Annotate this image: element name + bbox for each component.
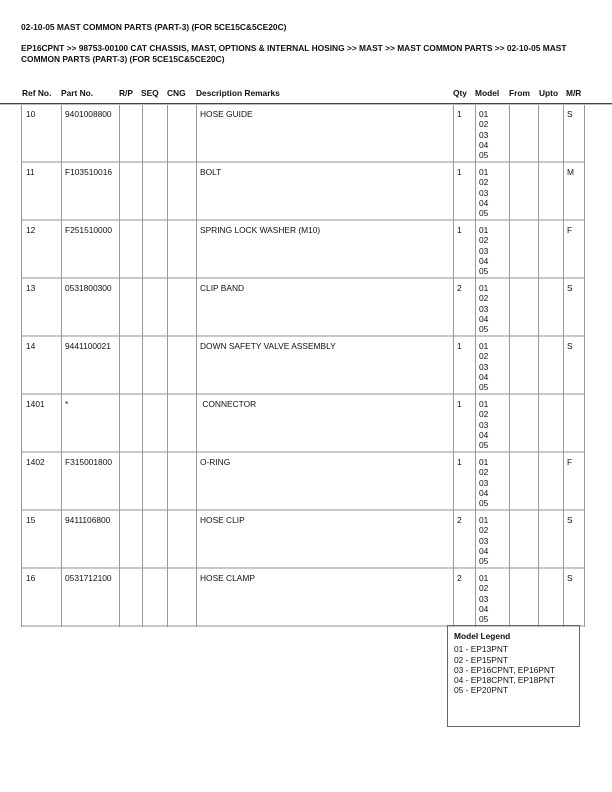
model-code: 01 bbox=[479, 341, 489, 351]
cell-model bbox=[475, 511, 488, 567]
cell-part-no: 9441100021 bbox=[65, 341, 111, 351]
cell-qty: 1 bbox=[457, 457, 462, 467]
table-row bbox=[22, 395, 584, 453]
cell-cng bbox=[167, 511, 171, 567]
model-code: 01 bbox=[479, 109, 489, 119]
model-code: 02 bbox=[479, 119, 489, 130]
header-qty: Qty bbox=[453, 88, 467, 98]
model-code: 02 bbox=[479, 177, 489, 188]
cell-upto bbox=[538, 279, 542, 335]
table-row bbox=[22, 453, 584, 511]
table-row bbox=[22, 221, 584, 279]
header-rp: R/P bbox=[119, 88, 133, 98]
header-description: Description Remarks bbox=[196, 88, 280, 98]
header-from: From bbox=[509, 88, 530, 98]
header-seq: SEQ bbox=[141, 88, 159, 98]
cell-part-no: 0531800300 bbox=[65, 283, 112, 293]
cell-rp bbox=[119, 569, 123, 625]
legend-item: 04 - EP18CPNT, EP18PNT bbox=[454, 675, 556, 686]
cell-from bbox=[509, 163, 513, 219]
cell-description: HOSE CLIP bbox=[200, 515, 245, 525]
cell-qty: 1 bbox=[457, 225, 462, 235]
legend-item: 03 - EP16CPNT, EP16PNT bbox=[454, 664, 556, 675]
model-code: 03 bbox=[479, 187, 489, 198]
cell-from bbox=[509, 511, 513, 567]
model-code: 01 bbox=[479, 167, 489, 177]
cell-model bbox=[475, 163, 488, 219]
cell-seq bbox=[142, 511, 146, 567]
cell-rp bbox=[119, 163, 123, 219]
cell-qty: 2 bbox=[457, 283, 462, 293]
cell-rp bbox=[119, 453, 123, 509]
model-code: 04 bbox=[479, 197, 489, 208]
cell-description: O-RING bbox=[200, 457, 231, 467]
model-code: 01 bbox=[479, 457, 489, 467]
model-code: 04 bbox=[479, 603, 489, 614]
cell-part-no: 0531712100 bbox=[65, 573, 112, 583]
cell-part-no: 9401008800 bbox=[65, 109, 112, 119]
model-code: 03 bbox=[479, 535, 489, 546]
model-code: 03 bbox=[479, 477, 489, 488]
model-code: 05 bbox=[479, 150, 489, 161]
cell-ref-no: 1401 bbox=[26, 399, 45, 409]
cell-mr bbox=[563, 395, 567, 451]
cell-mr: S bbox=[567, 283, 573, 293]
model-code: 05 bbox=[479, 208, 489, 219]
model-code: 02 bbox=[479, 235, 489, 246]
cell-from bbox=[509, 279, 513, 335]
header-part-no: Part No. bbox=[61, 88, 94, 98]
cell-mr: S bbox=[567, 515, 573, 525]
table-row bbox=[22, 105, 584, 163]
cell-from bbox=[509, 337, 513, 393]
breadcrumb: EP16CPNT >> 98753-00100 CAT CHASSIS, MAST, OPTIONS & INTERNAL HOSING >> MAST >> MAST COMMON PARTS >> 02-10-05 MAST COMMON PARTS (PART-3) (FOR 5CE15C&5CE20C) bbox=[21, 43, 567, 64]
cell-ref-no: 10 bbox=[26, 109, 36, 119]
model-code: 05 bbox=[479, 440, 489, 451]
page-title: 02-10-05 MAST COMMON PARTS (PART-3) (FOR 5CE15C&5CE20C) bbox=[21, 22, 287, 32]
cell-seq bbox=[142, 337, 146, 393]
cell-model bbox=[475, 105, 488, 161]
model-code: 03 bbox=[479, 245, 489, 256]
model-code: 02 bbox=[479, 583, 489, 594]
cell-rp bbox=[119, 221, 123, 277]
cell-cng bbox=[167, 569, 171, 625]
cell-cng bbox=[167, 395, 171, 451]
cell-part-no: F103510016 bbox=[65, 167, 113, 177]
model-code: 05 bbox=[479, 324, 489, 335]
cell-rp bbox=[119, 105, 123, 161]
cell-mr: S bbox=[567, 109, 573, 119]
cell-rp bbox=[119, 511, 123, 567]
model-code: 02 bbox=[479, 293, 489, 304]
model-code: 04 bbox=[479, 371, 489, 382]
cell-seq bbox=[142, 453, 146, 509]
cell-model bbox=[475, 221, 488, 277]
cell-mr: S bbox=[567, 341, 573, 351]
legend-item: 05 - EP20PNT bbox=[454, 685, 508, 696]
cell-description: BOLT bbox=[200, 167, 222, 177]
cell-ref-no: 14 bbox=[26, 341, 36, 351]
cell-model bbox=[475, 395, 488, 451]
cell-mr: S bbox=[567, 573, 573, 583]
cell-from bbox=[509, 569, 513, 625]
cell-seq bbox=[142, 279, 146, 335]
cell-mr: F bbox=[567, 457, 573, 467]
header-mr: M/R bbox=[566, 88, 582, 98]
cell-from bbox=[509, 105, 513, 161]
model-code: 02 bbox=[479, 467, 489, 478]
model-code: 03 bbox=[479, 129, 489, 140]
model-legend bbox=[447, 625, 580, 727]
cell-model bbox=[475, 279, 488, 335]
cell-upto bbox=[538, 105, 542, 161]
cell-part-no: F315001800 bbox=[65, 457, 113, 467]
model-code: 04 bbox=[479, 313, 489, 324]
cell-upto bbox=[538, 221, 542, 277]
header-model: Model bbox=[475, 88, 500, 98]
table-row bbox=[22, 163, 584, 221]
model-code: 02 bbox=[479, 525, 489, 536]
cell-description: CONNECTOR bbox=[200, 399, 257, 409]
cell-cng bbox=[167, 163, 171, 219]
cell-upto bbox=[538, 511, 542, 567]
cell-seq bbox=[142, 395, 146, 451]
cell-mr: F bbox=[567, 225, 573, 235]
cell-from bbox=[509, 453, 513, 509]
cell-qty: 2 bbox=[457, 573, 462, 583]
cell-description: HOSE CLAMP bbox=[200, 573, 255, 583]
cell-model bbox=[475, 453, 488, 509]
model-code: 05 bbox=[479, 382, 489, 393]
cell-cng bbox=[167, 453, 171, 509]
cell-rp bbox=[119, 279, 123, 335]
cell-part-no: * bbox=[65, 399, 69, 409]
model-code: 03 bbox=[479, 361, 489, 372]
cell-qty: 2 bbox=[457, 515, 462, 525]
cell-seq bbox=[142, 569, 146, 625]
cell-seq bbox=[142, 221, 146, 277]
model-code: 02 bbox=[479, 351, 489, 362]
cell-upto bbox=[538, 163, 542, 219]
cell-part-no: F251510000 bbox=[65, 225, 113, 235]
cell-upto bbox=[538, 337, 542, 393]
cell-cng bbox=[167, 221, 171, 277]
model-code: 04 bbox=[479, 139, 489, 150]
model-code: 04 bbox=[479, 545, 489, 556]
cell-qty: 1 bbox=[457, 341, 462, 351]
cell-description: HOSE GUIDE bbox=[200, 109, 253, 119]
model-code: 02 bbox=[479, 409, 489, 420]
cell-ref-no: 1402 bbox=[26, 457, 45, 467]
cell-qty: 1 bbox=[457, 167, 462, 177]
cell-description: SPRING LOCK WASHER (M10) bbox=[200, 225, 321, 235]
cell-cng bbox=[167, 105, 171, 161]
legend-title: Model Legend bbox=[454, 631, 511, 641]
model-code: 01 bbox=[479, 515, 489, 525]
model-code: 05 bbox=[479, 266, 489, 277]
model-code: 01 bbox=[479, 225, 489, 235]
model-code: 03 bbox=[479, 593, 489, 604]
header-ref-no: Ref No. bbox=[22, 88, 52, 98]
model-code: 01 bbox=[479, 399, 489, 409]
cell-model bbox=[475, 337, 488, 393]
cell-rp bbox=[119, 395, 123, 451]
model-code: 03 bbox=[479, 303, 489, 314]
model-code: 03 bbox=[479, 419, 489, 430]
cell-upto bbox=[538, 453, 542, 509]
header-upto: Upto bbox=[539, 88, 559, 98]
table-row bbox=[22, 569, 584, 627]
table-row bbox=[22, 511, 584, 569]
cell-ref-no: 13 bbox=[26, 283, 36, 293]
header-cng: CNG bbox=[167, 88, 186, 98]
model-code: 01 bbox=[479, 283, 489, 293]
cell-qty: 1 bbox=[457, 399, 462, 409]
cell-upto bbox=[538, 569, 542, 625]
cell-ref-no: 15 bbox=[26, 515, 36, 525]
legend-item: 01 - EP13PNT bbox=[454, 644, 508, 655]
cell-from bbox=[509, 221, 513, 277]
cell-seq bbox=[142, 163, 146, 219]
cell-rp bbox=[119, 337, 123, 393]
table-row bbox=[22, 279, 584, 337]
cell-cng bbox=[167, 337, 171, 393]
model-code: 05 bbox=[479, 498, 489, 509]
model-code: 01 bbox=[479, 573, 489, 583]
model-code: 04 bbox=[479, 429, 489, 440]
cell-part-no: 9411106800 bbox=[65, 515, 111, 525]
cell-qty: 1 bbox=[457, 109, 462, 119]
cell-ref-no: 12 bbox=[26, 225, 36, 235]
cell-description: DOWN SAFETY VALVE ASSEMBLY bbox=[200, 341, 336, 351]
legend-item: 02 - EP15PNT bbox=[454, 654, 508, 665]
cell-upto bbox=[538, 395, 542, 451]
model-code: 05 bbox=[479, 614, 489, 625]
cell-model bbox=[475, 569, 488, 625]
cell-ref-no: 16 bbox=[26, 573, 36, 583]
cell-ref-no: 11 bbox=[26, 167, 35, 177]
table-row bbox=[22, 337, 584, 395]
model-code: 04 bbox=[479, 487, 489, 498]
model-code: 04 bbox=[479, 255, 489, 266]
cell-mr: M bbox=[567, 167, 574, 177]
model-code: 05 bbox=[479, 556, 489, 567]
cell-seq bbox=[142, 105, 146, 161]
parts-table bbox=[21, 105, 585, 627]
cell-description: CLIP BAND bbox=[200, 283, 245, 293]
cell-cng bbox=[167, 279, 171, 335]
cell-from bbox=[509, 395, 513, 451]
